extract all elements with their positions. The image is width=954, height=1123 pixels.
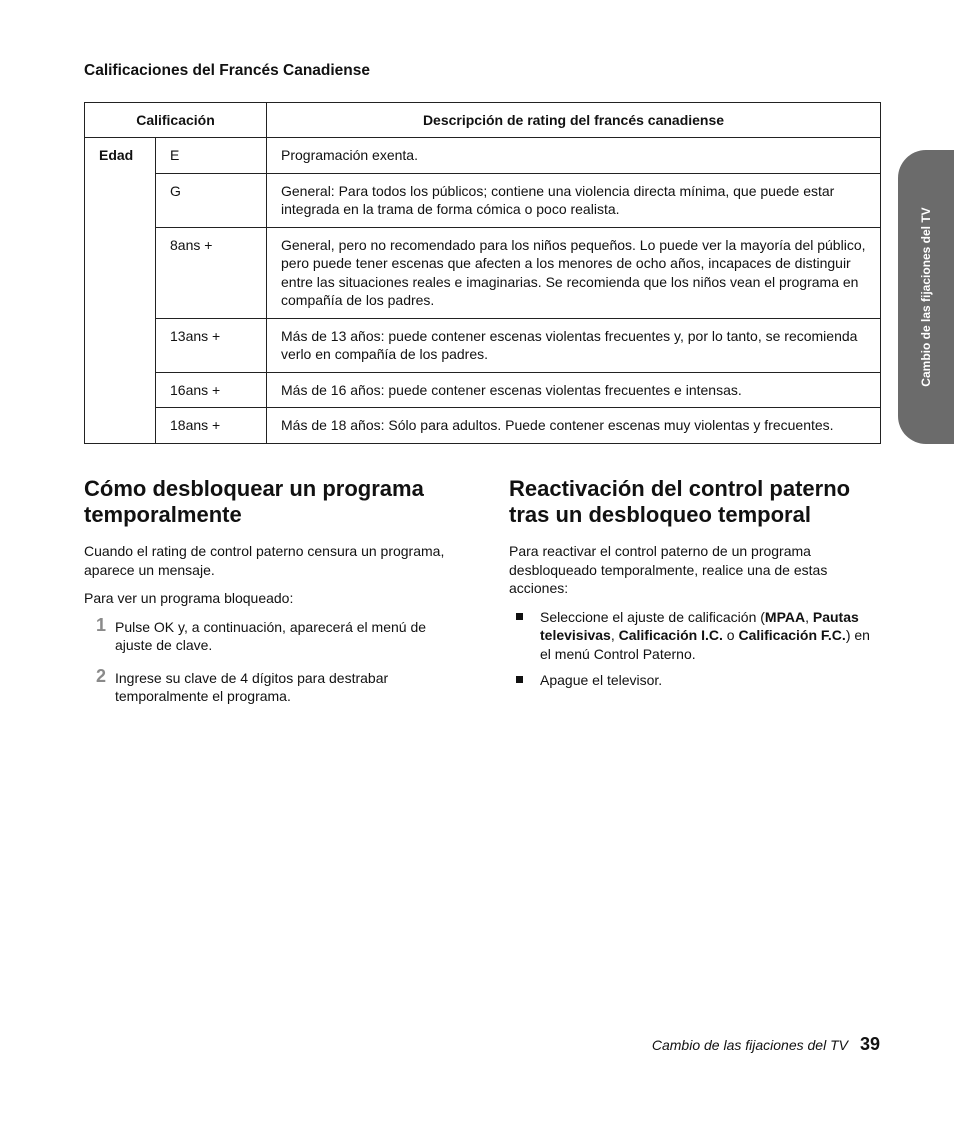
bullet-bold-ic-rating: Calificación I.C. (618, 627, 723, 643)
rating-code: 8ans + (156, 227, 267, 318)
rating-code: E (156, 138, 267, 174)
rating-description: Más de 18 años: Sólo para adultos. Puede contener escenas muy violentas y frecuentes. (267, 408, 881, 444)
reactivation-intro: Para reactivar el control paterno de un programa desbloqueado temporalmente, realice una de estas acciones: (509, 543, 828, 596)
header-description: Descripción de rating del francés canadiense (267, 103, 881, 138)
table-row (85, 318, 881, 372)
page-footer (560, 1034, 880, 1055)
unlock-intro: Cuando el rating de control paterno censura un programa, aparece un mensaje. (84, 543, 445, 578)
rating-description: Más de 13 años: puede contener escenas violentas frecuentes y, por lo tanto, se recomienda verlo en compañía de los padres. (267, 318, 881, 372)
rating-description: General: Para todos los públicos; contiene una violencia directa mínima, que puede estar integrada en la trama de forma cómica o poco realista. (267, 173, 881, 227)
table-row (85, 408, 881, 444)
step-item (84, 665, 456, 706)
rating-code: G (156, 173, 267, 227)
bullet-bold-fc-rating: Calificación F.C. (738, 627, 846, 643)
bullet-text-part: Seleccione el ajuste de calificación ( (540, 608, 765, 625)
ratings-table (84, 102, 881, 444)
unlock-heading: Cómo desbloquear un programa temporalmente (84, 476, 424, 527)
list-item (509, 608, 879, 664)
section-title: Calificaciones del Francés Canadiense (84, 62, 371, 79)
reactivation-section (509, 476, 879, 698)
rating-description: Más de 16 años: puede contener escenas violentas frecuentes e intensas. (267, 372, 881, 408)
rating-description: Programación exenta. (267, 138, 881, 174)
bullet-text-part: ) en el menú Control Paterno. (540, 627, 870, 662)
group-label: Edad (85, 138, 156, 444)
table-row (85, 173, 881, 227)
bullet-bold-tv-guidelines: Pautas televisivas (540, 608, 859, 643)
unlock-section (84, 476, 456, 720)
page-number: 39 (859, 1034, 880, 1054)
bullet-bold-mpaa: MPAA (764, 608, 806, 625)
rating-description: General, pero no recomendado para los niños pequeños. Lo puede ver la mayoría del público, pero puede tener escenas que afecten a los menores de ocho años, incapaces de distinguir entre las situaciones reales e imaginarias. Se recomienda que los niños vean el programa en compañía de los padres. (267, 227, 881, 318)
square-bullet-icon (516, 676, 523, 683)
reactivation-heading: Reactivación del control paterno tras un desbloqueo temporal (509, 476, 851, 527)
rating-code: 18ans + (156, 408, 267, 444)
table-row (85, 227, 881, 318)
steps-list (84, 614, 456, 706)
unlock-lead: Para ver un programa bloqueado: (84, 590, 294, 606)
header-rating: Calificación (85, 103, 267, 138)
table-row (85, 138, 881, 174)
step-item (84, 614, 456, 655)
rating-code: 16ans + (156, 372, 267, 408)
list-item (509, 671, 879, 690)
bullet-text-part: , (610, 627, 619, 643)
side-tab-label: Cambio de las fijaciones del TV (919, 207, 933, 387)
step-number: 2 (96, 665, 107, 686)
table-row (85, 372, 881, 408)
step-text: Pulse OK y, a continuación, aparecerá el menú de ajuste de clave. (115, 618, 427, 653)
square-bullet-icon (516, 613, 523, 620)
step-number: 1 (96, 614, 107, 635)
rating-code: 13ans + (156, 318, 267, 372)
bullet-text-part: o (722, 627, 739, 643)
step-text: Ingrese su clave de 4 dígitos para destrabar temporalmente el programa. (115, 669, 389, 704)
chapter-side-tab (898, 150, 954, 444)
table-header-row (85, 103, 881, 138)
bullet-text-part: , (805, 608, 813, 625)
actions-list (509, 608, 879, 690)
footer-text: Cambio de las fijaciones del TV (651, 1037, 848, 1053)
bullet-text: Apague el televisor. (540, 672, 663, 688)
